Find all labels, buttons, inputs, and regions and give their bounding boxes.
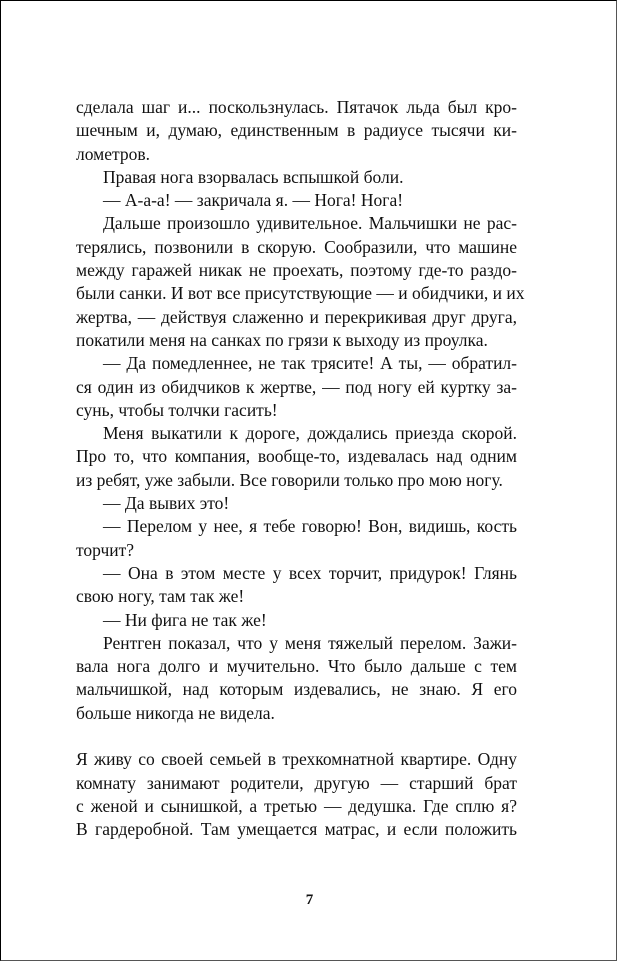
page-number: 7 (305, 892, 314, 908)
text-line: мальчишкой, над которым издевались, не знаю. Я его (76, 679, 517, 700)
text-line: Правая нога взорвалась вспышкой боли. (103, 166, 404, 187)
text-line: жертва, — действуя слаженно и перекрикивая друг друга, (76, 306, 517, 327)
text-line: Меня выкатили к дороге, дождались приезда скорой. (103, 423, 517, 444)
text-line: — А-а-а! — закричала я. — Нога! Нога! (103, 190, 404, 211)
text-line: вала нога долго и мучительно. Что было дальше с тем (76, 656, 517, 677)
text-line: ся один из обидчиков к жертве, — под ногу ей куртку за- (76, 376, 517, 397)
text-line: лометров. (76, 143, 150, 164)
text-line: Дальше произошло удивительное. Мальчишки не рас- (103, 213, 517, 234)
text-line: терялись, позвонили в скорую. Сообразили, что машине (76, 236, 517, 257)
text-line: свою ногу, там так же! (76, 586, 245, 607)
text-line: больше никогда не видела. (76, 702, 275, 723)
text-line: с женой и сынишкой, а третью — дедушка. Где сплю я? (76, 795, 517, 816)
text-line: из ребят, уже забыли. Все говорили только про мою ногу. (76, 469, 503, 490)
text-line: Про то, что компания, вообще-то, издевалась над одним (76, 446, 517, 467)
text-line: В гардеробной. Там умещается матрас, и если положить (76, 819, 517, 840)
section-break (76, 725, 517, 748)
text-line: Я живу со своей семьей в трехкомнатной квартире. Одну (76, 749, 517, 770)
text-line: между гаражей никак не проехать, поэтому где-то раздо- (76, 260, 517, 281)
text-line: — Ни фига не так же! (103, 609, 267, 630)
text-line: сделала шаг и... поскользнулась. Пятачок льда был кро- (76, 97, 517, 117)
text-line: — Перелом у нее, я тебе говорю! Вон, видишь, кость (103, 516, 517, 537)
text-line: — Да помедленнее, не так трясите! А ты, — обратил- (103, 353, 517, 374)
text-line: были санки. И вот все присутствующие — и обидчики, и их (76, 283, 525, 304)
text-line: — Да вывих это! (103, 493, 230, 514)
text-line: Рентген показал, что у меня тяжелый перелом. Зажи- (103, 632, 517, 653)
text-line: сунь, чтобы толчки гасить! (76, 399, 278, 420)
text-line: шечным и, думаю, единственным в радиусе тысячи ки- (76, 120, 517, 141)
text-line: торчит? (76, 539, 135, 560)
text-line: — Она в этом месте у всех торчит, придурок! Глянь (103, 562, 517, 583)
page-body-text (76, 96, 525, 842)
text-line: покатили меня на санках по грязи к выходу из проулка. (76, 329, 488, 350)
text-line: комнату занимают родители, другую — старший брат (76, 772, 517, 793)
